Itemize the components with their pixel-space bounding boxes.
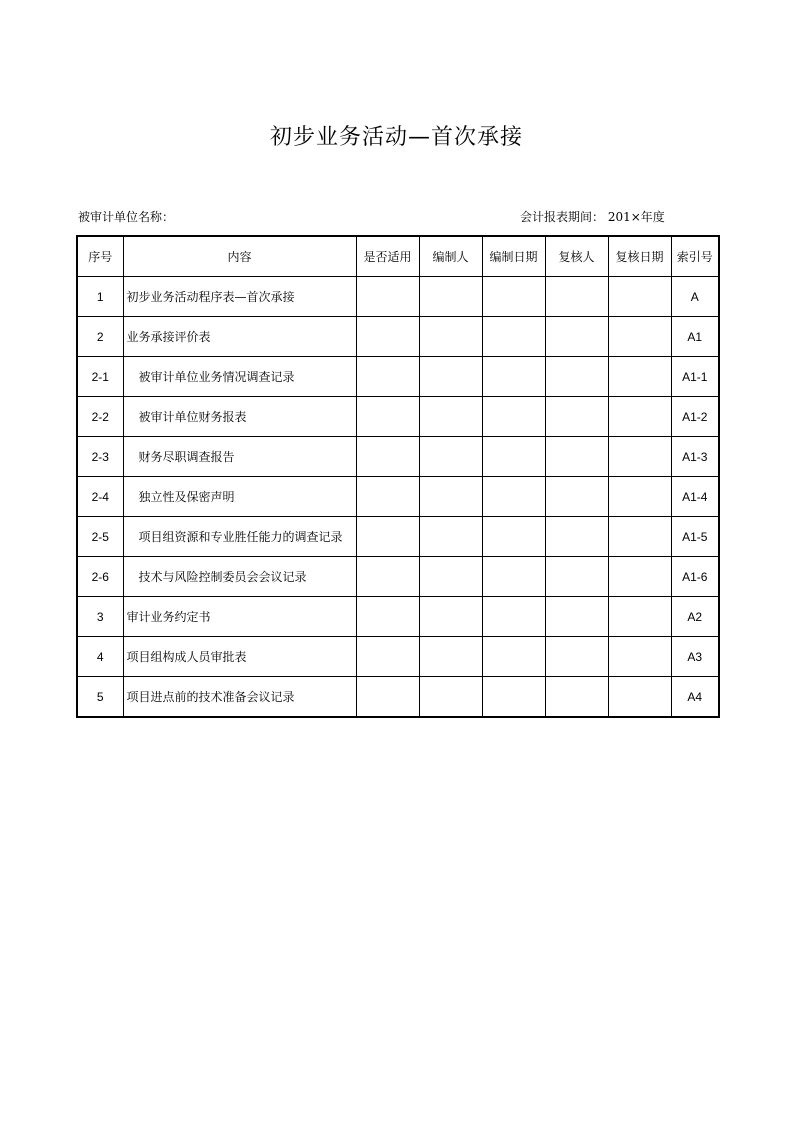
row-content: 审计业务约定书 <box>123 597 356 637</box>
table-header-row <box>77 236 719 277</box>
row-number: 2 <box>77 317 123 357</box>
table-row <box>77 397 719 437</box>
prepare-date-cell[interactable] <box>482 437 545 477</box>
table-row <box>77 637 719 677</box>
applicable-cell[interactable] <box>356 517 419 557</box>
prepare-date-cell[interactable] <box>482 477 545 517</box>
review-date-cell[interactable] <box>608 677 671 718</box>
applicable-cell[interactable] <box>356 477 419 517</box>
header-reviewer: 复核人 <box>545 236 608 277</box>
row-index-no: A1-6 <box>671 557 719 597</box>
row-index-no: A4 <box>671 677 719 718</box>
header-applicable: 是否适用 <box>356 236 419 277</box>
applicable-cell[interactable] <box>356 277 419 317</box>
reviewer-cell[interactable] <box>545 517 608 557</box>
prepare-date-cell[interactable] <box>482 637 545 677</box>
row-number: 5 <box>77 677 123 718</box>
row-number: 3 <box>77 597 123 637</box>
table-row <box>77 517 719 557</box>
reviewer-cell[interactable] <box>545 677 608 718</box>
row-index-no: A1-5 <box>671 517 719 557</box>
row-content: 技术与风险控制委员会会议记录 <box>123 557 356 597</box>
table-row <box>77 277 719 317</box>
review-date-cell[interactable] <box>608 477 671 517</box>
row-content: 被审计单位财务报表 <box>123 397 356 437</box>
reviewer-cell[interactable] <box>545 437 608 477</box>
preparer-cell[interactable] <box>419 317 482 357</box>
preparer-cell[interactable] <box>419 277 482 317</box>
header-preparer: 编制人 <box>419 236 482 277</box>
table-row <box>77 597 719 637</box>
report-period-label: 会计报表期间： 201×年度 <box>520 210 665 224</box>
applicable-cell[interactable] <box>356 637 419 677</box>
reviewer-cell[interactable] <box>545 637 608 677</box>
header-no: 序号 <box>77 236 123 277</box>
table-row <box>77 557 719 597</box>
applicable-cell[interactable] <box>356 677 419 718</box>
row-content: 财务尽职调查报告 <box>123 437 356 477</box>
row-number: 2-2 <box>77 397 123 437</box>
client-name-label: 被审计单位名称： <box>78 210 175 224</box>
row-content: 项目组资源和专业胜任能力的调查记录 <box>123 517 356 557</box>
preparer-cell[interactable] <box>419 517 482 557</box>
review-date-cell[interactable] <box>608 357 671 397</box>
row-number: 2-4 <box>77 477 123 517</box>
row-index-no: A <box>671 277 719 317</box>
reviewer-cell[interactable] <box>545 557 608 597</box>
prepare-date-cell[interactable] <box>482 277 545 317</box>
row-number: 1 <box>77 277 123 317</box>
applicable-cell[interactable] <box>356 317 419 357</box>
preparer-cell[interactable] <box>419 677 482 718</box>
row-index-no: A1 <box>671 317 719 357</box>
review-date-cell[interactable] <box>608 437 671 477</box>
header-content: 内容 <box>123 236 356 277</box>
reviewer-cell[interactable] <box>545 477 608 517</box>
row-index-no: A3 <box>671 637 719 677</box>
row-content: 项目进点前的技术准备会议记录 <box>123 677 356 718</box>
applicable-cell[interactable] <box>356 357 419 397</box>
row-number: 2-1 <box>77 357 123 397</box>
table-row <box>77 477 719 517</box>
header-prepare-date: 编制日期 <box>482 236 545 277</box>
reviewer-cell[interactable] <box>545 397 608 437</box>
row-number: 2-3 <box>77 437 123 477</box>
header-review-date: 复核日期 <box>608 236 671 277</box>
review-date-cell[interactable] <box>608 597 671 637</box>
row-index-no: A1-3 <box>671 437 719 477</box>
row-content: 独立性及保密声明 <box>123 477 356 517</box>
preparer-cell[interactable] <box>419 357 482 397</box>
prepare-date-cell[interactable] <box>482 557 545 597</box>
row-content: 项目组构成人员审批表 <box>123 637 356 677</box>
review-date-cell[interactable] <box>608 397 671 437</box>
row-number: 2-5 <box>77 517 123 557</box>
review-date-cell[interactable] <box>608 557 671 597</box>
prepare-date-cell[interactable] <box>482 357 545 397</box>
prepare-date-cell[interactable] <box>482 317 545 357</box>
reviewer-cell[interactable] <box>545 317 608 357</box>
table-row <box>77 317 719 357</box>
table-row <box>77 357 719 397</box>
reviewer-cell[interactable] <box>545 597 608 637</box>
review-date-cell[interactable] <box>608 317 671 357</box>
review-date-cell[interactable] <box>608 517 671 557</box>
prepare-date-cell[interactable] <box>482 517 545 557</box>
row-number: 4 <box>77 637 123 677</box>
row-content: 初步业务活动程序表—首次承接 <box>123 277 356 317</box>
row-index-no: A2 <box>671 597 719 637</box>
row-index-no: A1-2 <box>671 397 719 437</box>
applicable-cell[interactable] <box>356 437 419 477</box>
preparer-cell[interactable] <box>419 437 482 477</box>
reviewer-cell[interactable] <box>545 277 608 317</box>
prepare-date-cell[interactable] <box>482 597 545 637</box>
working-paper-index-table <box>76 235 720 718</box>
preparer-cell[interactable] <box>419 557 482 597</box>
applicable-cell[interactable] <box>356 397 419 437</box>
preparer-cell[interactable] <box>419 637 482 677</box>
row-content: 业务承接评价表 <box>123 317 356 357</box>
row-number: 2-6 <box>77 557 123 597</box>
preparer-cell[interactable] <box>419 477 482 517</box>
table-row <box>77 437 719 477</box>
preparer-cell[interactable] <box>419 397 482 437</box>
reviewer-cell[interactable] <box>545 357 608 397</box>
header-index-no: 索引号 <box>671 236 719 277</box>
applicable-cell[interactable] <box>356 557 419 597</box>
preparer-cell[interactable] <box>419 597 482 637</box>
page-title: 初步业务活动—首次承接 <box>269 125 523 150</box>
prepare-date-cell[interactable] <box>482 677 545 718</box>
applicable-cell[interactable] <box>356 597 419 637</box>
review-date-cell[interactable] <box>608 637 671 677</box>
prepare-date-cell[interactable] <box>482 397 545 437</box>
row-content: 被审计单位业务情况调查记录 <box>123 357 356 397</box>
review-date-cell[interactable] <box>608 277 671 317</box>
table-row <box>77 677 719 718</box>
row-index-no: A1-1 <box>671 357 719 397</box>
row-index-no: A1-4 <box>671 477 719 517</box>
